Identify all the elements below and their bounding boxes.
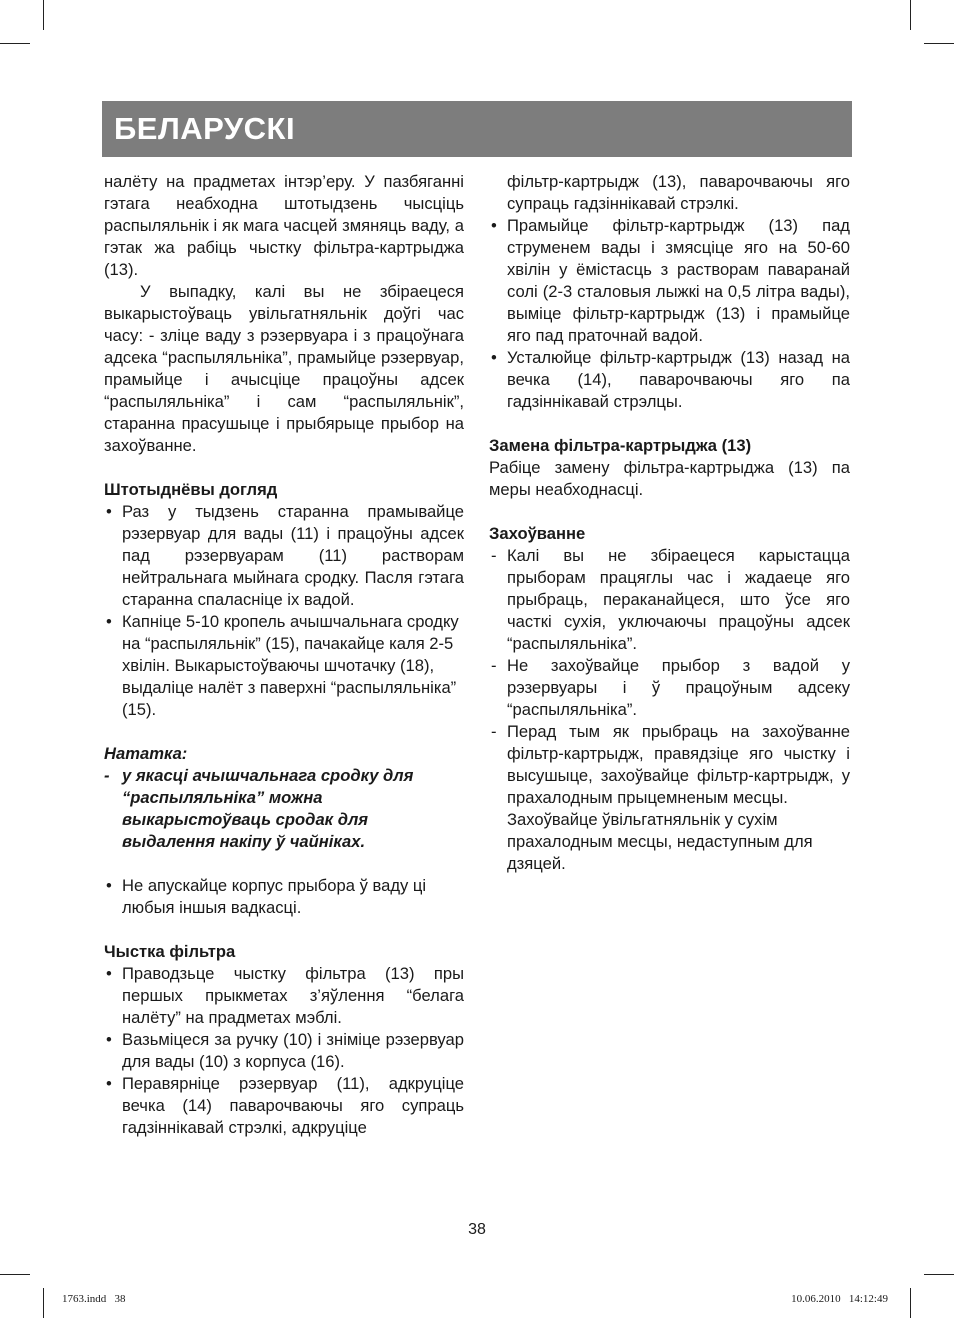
intro-paragraph: налёту на прадметах інтэр’еру. У пазбяганні гэтага неабходна штотыдзень чысціць распыляльнік і як мага часцей змяняць ваду, а гэтак жа рабіць чыстку фільтра-картрыджа (13). [104, 172, 464, 279]
crop-mark [43, 0, 44, 30]
section-banner [102, 101, 852, 157]
dash-icon: - [491, 722, 497, 741]
bullet-icon: • [491, 216, 497, 235]
list-item: Захоўвайце ўвільгатняльнік у сухім прахалодным месцы, недаступным для дзяцей. [507, 810, 813, 873]
crop-mark [924, 43, 954, 44]
section-heading-storage: Захоўванне [489, 524, 586, 543]
footer-file-info: 1763.indd 38 [62, 1293, 126, 1305]
dash-icon: - [491, 546, 497, 565]
crop-mark [910, 0, 911, 30]
bullet-icon: • [106, 612, 112, 631]
section-heading-replace: Замена фільтра-картрыджа (13) [489, 436, 752, 455]
list-item: • Не апускайце корпус прыбора ў ваду ці любыя іншыя вадкасці. [106, 876, 427, 917]
list-item: • Прамыйце фільтр-картрыдж (13) пад струменем вады і змясціце яго на 50-60 хвілін у ёмістасць з растворам паваранай солі (2-3 сталовыя лыжкі на 0,5 літра вады), выміце фільтр-картрыдж (13) і прамыйце яго пад праточнай вадой. [491, 216, 850, 345]
bullet-icon: • [106, 876, 112, 895]
bullet-icon: • [106, 1074, 112, 1093]
dash-icon: - [104, 766, 110, 785]
list-item: • Раз у тыдзень старанна прамывайце рэзервуар для вады (11) і працоўны адсек пад рэзервуарам (11) растворам нейтральнага мыйнага сродку. Пасля гэтага старанна спаласніце іх вадой. [106, 502, 464, 609]
crop-mark [0, 43, 30, 44]
right-column [489, 171, 850, 875]
bullet-icon: • [491, 348, 497, 367]
storage-list [489, 545, 850, 875]
dash-icon: - [491, 656, 497, 675]
list-item: - Калі вы не збіраецеся карыстацца прыборам працяглы час і жадаеце яго прыбраць, пераканайцеся, што ўсе яго часткі сухія, уключаючы працоўны адсек “распыляльніка”. [491, 546, 850, 653]
extra-list [104, 875, 464, 919]
crop-mark [0, 1274, 30, 1275]
weekly-list [104, 501, 464, 721]
list-item: • Усталюйце фільтр-картрыдж (13) назад на вечка (14), паварочваючы яго па гадзіннікавай стрэлцы. [491, 348, 850, 411]
note-heading: Нататка: [104, 744, 188, 763]
filter-list-continued [489, 171, 850, 413]
list-item: • Вазьміцеся за ручку (10) і зніміце рэзервуар для вады (10) з корпуса (16). [106, 1030, 464, 1071]
crop-mark [924, 1274, 954, 1275]
crop-mark [910, 1288, 911, 1318]
bullet-icon: • [106, 964, 112, 983]
replace-paragraph: Рабіце замену фільтра-картрыджа (13) па меры неабходнасці. [489, 458, 850, 499]
page-number: 38 [468, 1221, 486, 1238]
intro-paragraph: У выпадку, калі вы не збіраецеся выкарыстоўваць увільгатняльнік доўгі час часу: - зліце ваду з рэзервуара і з працоўнага адсека “распыляльніка”, прамыйце рэзервуар, прамыйце і ачысціце працоўны адсек “распыляльніка” і сам “распыляльнік”, старанна прасушыце і прыбярыце прыбор на захоўванне. [104, 282, 464, 455]
page-title: БЕЛАРУСКІ [114, 111, 296, 146]
filter-list [104, 963, 464, 1139]
list-item: • Перавярніце рэзервуар (11), адкруціце вечка (14) паварочваючы яго супраць гадзіннікавай стрэлкі, адкруціце [106, 1074, 464, 1137]
bullet-icon: • [106, 502, 112, 521]
list-item: - Перад тым як прыбраць на захоўванне фільтр-картрыдж, правядзіце яго чыстку і высушыце, захоўвайце фільтр-картрыдж, у прахалодным прыцемненым месцы. [491, 722, 850, 807]
note-text: - у якасці ачышчальнага сродку для “распыляльніка” можна выкарыстоўваць сродак для выдалення накіпу ў чайніках. [104, 766, 414, 851]
list-item: фільтр-картрыдж (13), паварочваючы яго супраць гадзіннікавай стрэлкі. [507, 172, 850, 213]
crop-mark [43, 1288, 44, 1318]
footer-timestamp: 10.06.2010 14:12:49 [791, 1293, 888, 1305]
list-item: - Не захоўвайце прыбор з вадой у рэзервуары і ў працоўным адсеку “распыляльніка”. [491, 656, 850, 719]
list-item: • Праводзьце чыстку фільтра (13) пры першых прыкметах з’яўлення “белага налёту” на прадметах мэблі. [106, 964, 464, 1027]
list-item: • Капніце 5-10 кропель ачышчальнага сродку на “распыляльнік” (15), пачакайце каля 2-5 хвілін. Выкарыстоўваючы шчотачку (18), выдаліце налёт з паверхні “распыляльніка” (15). [106, 612, 459, 719]
section-heading-filter: Чыстка фільтра [104, 942, 236, 961]
section-heading-weekly: Штотыднёвы догляд [104, 480, 278, 499]
bullet-icon: • [106, 1030, 112, 1049]
left-column [104, 171, 464, 1139]
